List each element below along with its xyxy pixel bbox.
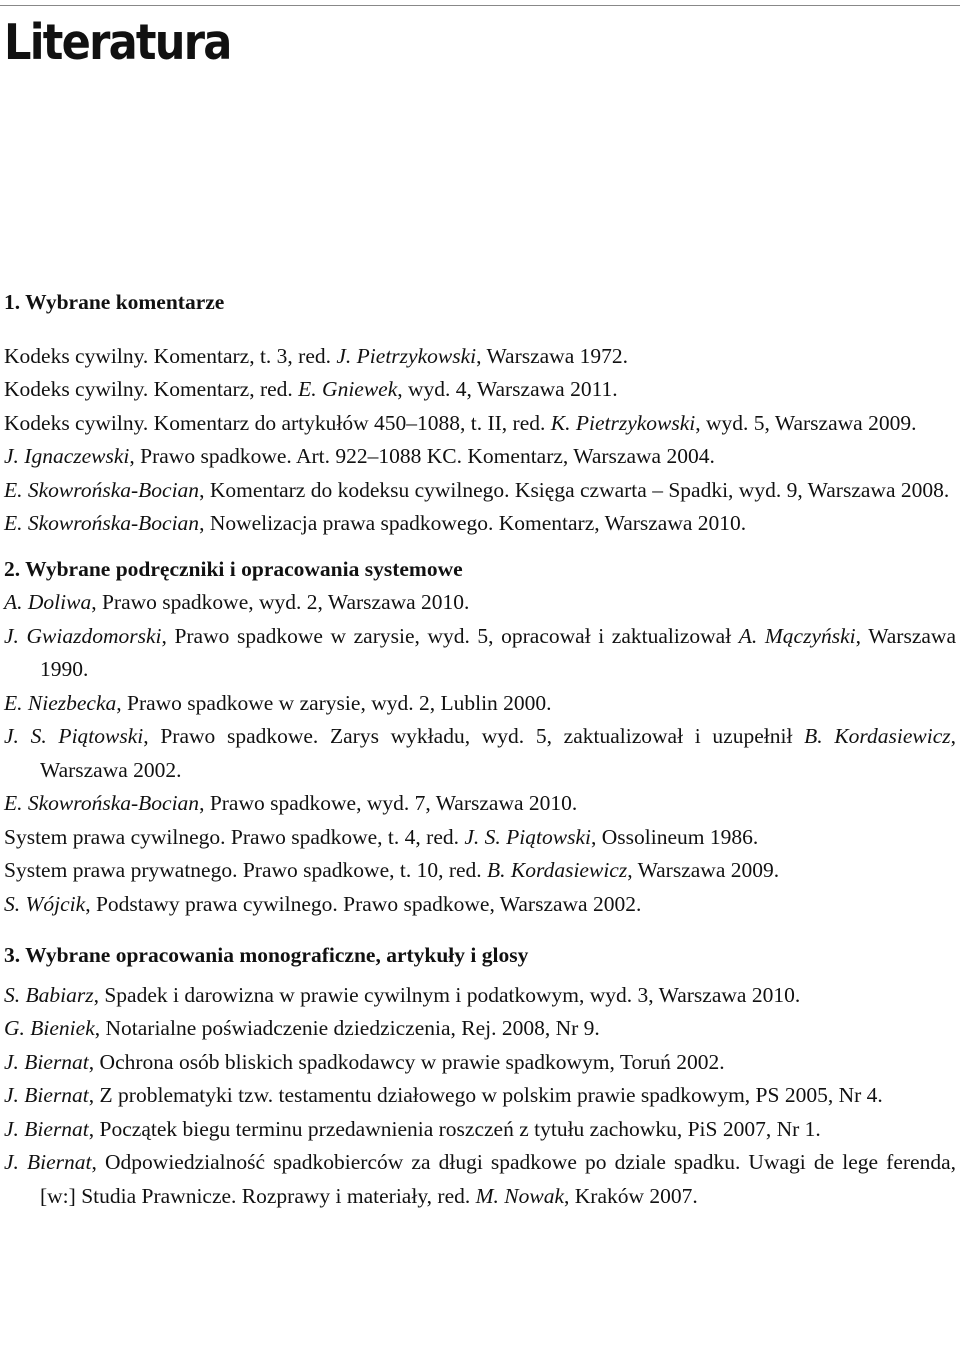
- entry-text: , Z problematyki tzw. testamentu działowego w polskim prawie spadkowym, PS 2005, Nr 4.: [88, 1083, 883, 1107]
- bibliography-entry: [4, 854, 956, 888]
- bibliography-entry: [4, 1046, 956, 1080]
- bibliography-entry: [4, 620, 956, 687]
- bibliography: [4, 286, 956, 1213]
- entry-text: , Ochrona osób bliskich spadkodawcy w prawie spadkowym, Toruń 2002.: [88, 1049, 725, 1074]
- entry-author: J. Biernat: [4, 1049, 89, 1074]
- bibliography-entry: [4, 720, 956, 787]
- section-heading: 2. Wybrane podręczniki i opracowania systemowe: [4, 556, 463, 581]
- section-monographs: [4, 939, 956, 1213]
- entry-author: B. Kordasiewicz: [487, 858, 628, 882]
- entry-text: , wyd. 5, Warszawa 2009.: [695, 410, 917, 435]
- entry-author: E. Skowrońska-Bocian: [4, 791, 200, 815]
- entry-text: , Warszawa 1990.: [40, 623, 956, 681]
- entry-text: , Warszawa 2002.: [40, 724, 956, 782]
- bibliography-entry: [4, 1012, 956, 1046]
- entry-author: G. Bieniek: [4, 1016, 95, 1040]
- entry-text: , Warszawa 1972.: [476, 343, 629, 368]
- entry-text: , Prawo spadkowe. Zarys wykładu, wyd. 5, zaktualizował i uzupełnił: [143, 724, 805, 748]
- top-rule: [0, 5, 960, 6]
- bibliography-entry: [4, 407, 956, 441]
- entry-text: , Spadek i darowizna w prawie cywilnym i podatkowym, wyd. 3, Warszawa 2010.: [93, 982, 801, 1007]
- entry-author: A. Mączyński: [738, 623, 856, 648]
- section-commentaries: [4, 286, 956, 541]
- bibliography-entry: [4, 507, 956, 541]
- entry-text: Kodeks cywilny. Komentarz, t. 3, red.: [4, 343, 337, 368]
- entry-list: [4, 979, 956, 1214]
- section-heading: 3. Wybrane opracowania monograficzne, artykuły i glosy: [4, 943, 529, 967]
- bibliography-entry: [4, 474, 956, 508]
- entry-text: , Podstawy prawa cywilnego. Prawo spadkowe, Warszawa 2002.: [85, 891, 642, 916]
- entry-text: , Kraków 2007.: [564, 1183, 698, 1208]
- bibliography-entry: [4, 821, 956, 855]
- entry-author: J. Biernat: [4, 1083, 89, 1107]
- entry-author: A. Doliwa: [4, 590, 92, 614]
- entry-author: S. Babiarz: [4, 982, 94, 1007]
- bibliography-entry: [4, 586, 956, 620]
- section-textbooks: [4, 553, 956, 922]
- entry-text: Kodeks cywilny. Komentarz do artykułów 450–1088, t. II, red.: [4, 410, 551, 435]
- entry-author: E. Skowrońska-Bocian: [4, 511, 200, 535]
- bibliography-entry: [4, 373, 956, 407]
- entry-author: E. Skowrońska-Bocian: [4, 477, 200, 502]
- entry-text: , wyd. 4, Warszawa 2011.: [397, 377, 618, 401]
- section-heading: 1. Wybrane komentarze: [4, 290, 225, 314]
- bibliography-entry: [4, 340, 956, 374]
- entry-text: Kodeks cywilny. Komentarz, red.: [4, 377, 299, 401]
- entry-text: , Prawo spadkowe w zarysie, wyd. 2, Lublin 2000.: [116, 690, 552, 715]
- entry-text: , Początek biegu terminu przedawnienia roszczeń z tytułu zachowku, PiS 2007, Nr 1.: [88, 1116, 821, 1141]
- entry-author: J. Biernat: [4, 1116, 89, 1141]
- entry-text: , Warszawa 2009.: [627, 858, 780, 882]
- entry-text: , Ossolineum 1986.: [590, 824, 759, 849]
- bibliography-entry: [4, 1146, 956, 1213]
- entry-author: B. Kordasiewicz: [804, 724, 951, 748]
- entry-text: System prawa prywatnego. Prawo spadkowe, t. 10, red.: [4, 858, 488, 882]
- bibliography-entry: [4, 787, 956, 821]
- entry-author: E. Niezbecka: [4, 690, 117, 715]
- entry-author: J. Gwiazdomorski: [4, 623, 162, 648]
- entry-author: J. Biernat: [4, 1150, 92, 1174]
- bibliography-entry: [4, 1079, 956, 1113]
- entry-author: S. Wójcik: [4, 891, 86, 916]
- entry-text: System prawa cywilnego. Prawo spadkowe, t. 4, red.: [4, 824, 465, 849]
- entry-author: J. S. Piątowski: [464, 824, 591, 849]
- entry-text: , Odpowiedzialność spadkobierców za długi spadkowe po dziale spadku. Uwagi de lege ferenda, [w:] Studia Prawnicze. Rozprawy i materiały, red.: [40, 1150, 956, 1208]
- entry-author: J. Pietrzykowski: [336, 343, 477, 368]
- entry-text: , Prawo spadkowe, wyd. 7, Warszawa 2010.: [199, 791, 578, 815]
- bibliography-entry: [4, 1113, 956, 1147]
- bibliography-entry: [4, 440, 956, 474]
- entry-author: K. Pietrzykowski: [550, 410, 696, 435]
- page-title: Literatura: [4, 14, 231, 71]
- bibliography-entry: [4, 979, 956, 1013]
- entry-text: , Prawo spadkowe, wyd. 2, Warszawa 2010.: [91, 590, 470, 614]
- entry-author: J. Ignaczewski: [4, 444, 130, 468]
- entry-text: , Notarialne poświadczenie dziedziczenia, Rej. 2008, Nr 9.: [94, 1016, 600, 1040]
- entry-text: , Prawo spadkowe w zarysie, wyd. 5, opracował i zaktualizował: [161, 623, 739, 648]
- entry-author: M. Nowak: [475, 1183, 565, 1208]
- entry-author: J. S. Piątowski: [4, 724, 144, 748]
- bibliography-entry: [4, 687, 956, 721]
- bibliography-entry: [4, 888, 956, 922]
- entry-list: [4, 340, 956, 541]
- entry-text: , Prawo spadkowe. Art. 922–1088 KC. Komentarz, Warszawa 2004.: [129, 444, 715, 468]
- entry-text: , Komentarz do kodeksu cywilnego. Księga czwarta – Spadki, wyd. 9, Warszawa 2008.: [199, 477, 950, 502]
- entry-author: E. Gniewek: [298, 377, 398, 401]
- entry-list: [4, 586, 956, 921]
- entry-text: , Nowelizacja prawa spadkowego. Komentarz, Warszawa 2010.: [199, 511, 747, 535]
